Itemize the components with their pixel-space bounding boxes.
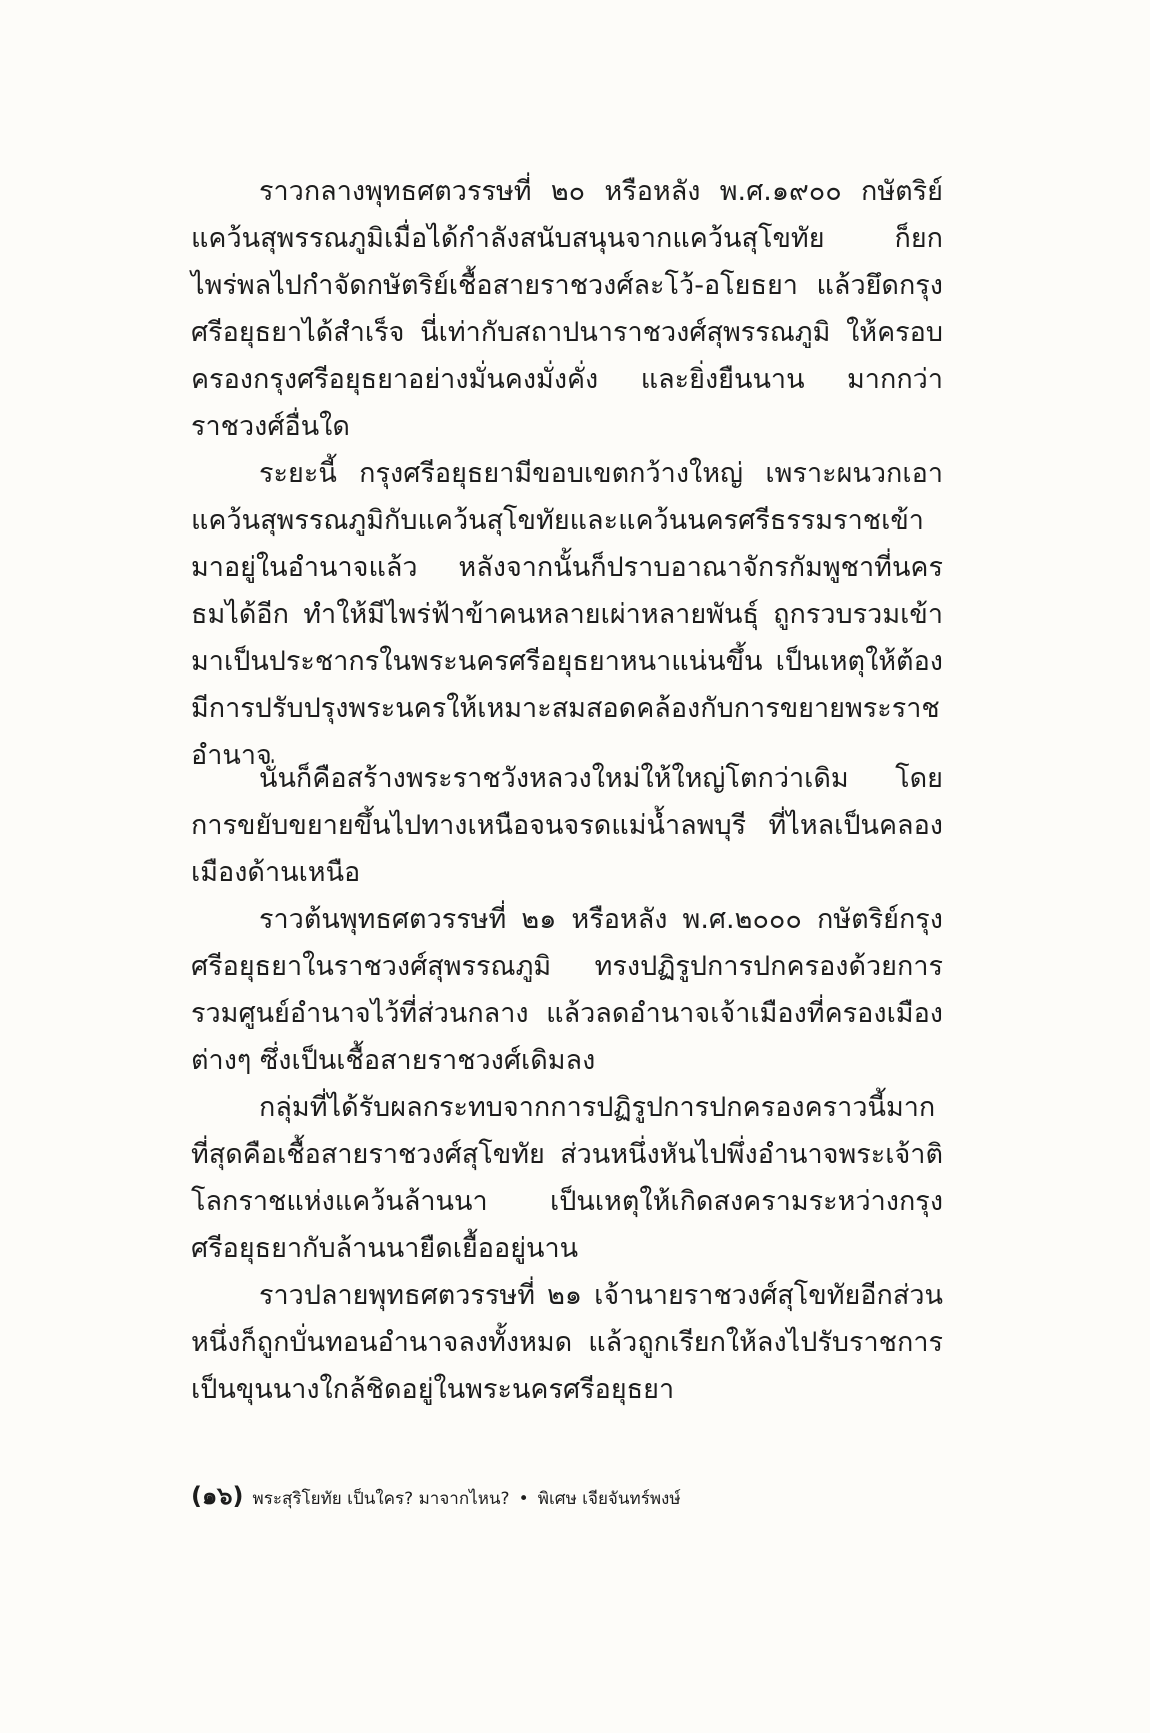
paragraph: ระยะนี้ กรุงศรีอยุธยามีขอบเขตกว้างใหญ่ เพราะผนวกเอาแคว้นสุพรรณภูมิกับแคว้นสุโขทัยและแคว้นนครศรีธรรมราชเข้ามาอยู่ในอำนาจแล้ว หลังจากนั้นก็ปราบอาณาจักรกัมพูชาที่นครธมได้อีก ทำให้มีไพร่ฟ้าข้าคนหลายเผ่าหลายพันธุ์ ถูกรวบรวมเข้ามาเป็นประชากรในพระนครศรีอยุธยาหนาแน่นขึ้น เป็นเหตุให้ต้องมีการปรับปรุงพระนครให้เหมาะสมสอดคล้องกับการขยายพระราชอำนาจ: [191, 458, 943, 771]
footer-separator: •: [518, 1489, 529, 1509]
running-title: พระสุริโยทัย เป็นใคร? มาจากไหน?: [252, 1489, 510, 1509]
body-text-section-2: [191, 755, 943, 1413]
page-footer: [191, 1476, 951, 1515]
author-name: พิเศษ เจียจันทร์พงษ์: [537, 1489, 681, 1509]
paragraph: ราวต้นพุทธศตวรรษที่ ๒๑ หรือหลัง พ.ศ.๒๐๐๐ กษัตริย์กรุงศรีอยุธยาในราชวงศ์สุพรรณภูมิ ทรงปฏิรูปการปกครองด้วยการรวมศูนย์อำนาจไว้ที่ส่วนกลาง แล้วลดอำนาจเจ้าเมืองที่ครองเมืองต่างๆ ซึ่งเป็นเชื้อสายราชวงศ์เดิมลง: [191, 904, 943, 1076]
paragraph: ราวกลางพุทธศตวรรษที่ ๒๐ หรือหลัง พ.ศ.๑๙๐๐ กษัตริย์แคว้นสุพรรณภูมิเมื่อได้กำลังสนับสนุนจากแคว้นสุโขทัย ก็ยกไพร่พลไปกำจัดกษัตริย์เชื้อสายราชวงศ์ละโว้-อโยธยา แล้วยึดกรุงศรีอยุธยาได้สำเร็จ นี่เท่ากับสถาปนาราชวงศ์สุพรรณภูมิ ให้ครอบครองกรุงศรีอยุธยาอย่างมั่นคงมั่งคั่ง และยิ่งยืนนาน มากกว่าราชวงศ์อื่นใด: [191, 176, 943, 442]
paragraph: ราวปลายพุทธศตวรรษที่ ๒๑ เจ้านายราชวงศ์สุโขทัยอีกส่วนหนึ่งก็ถูกบั่นทอนอำนาจลงทั้งหมด แล้วถูกเรียกให้ลงไปรับราชการเป็นขุนนางใกล้ชิดอยู่ในพระนครศรีอยุธยา: [191, 1280, 943, 1405]
paragraph: นั่นก็คือสร้างพระราชวังหลวงใหม่ให้ใหญ่โตกว่าเดิม โดยการขยับขยายขึ้นไปทางเหนือจนจรดแม่น้ำลพบุรี ที่ไหลเป็นคลองเมืองด้านเหนือ: [191, 763, 943, 888]
body-text-section-1: [191, 168, 943, 779]
paragraph: กลุ่มที่ได้รับผลกระทบจากการปฏิรูปการปกครองคราวนี้มากที่สุดคือเชื้อสายราชวงศ์สุโขทัย ส่วนหนึ่งหันไปพึ่งอำนาจพระเจ้าติโลกราชแห่งแคว้นล้านนา เป็นเหตุให้เกิดสงครามระหว่างกรุงศรีอยุธยากับล้านนายืดเยื้ออยู่นาน: [191, 1092, 943, 1264]
page-number: (๑๖): [191, 1482, 244, 1510]
